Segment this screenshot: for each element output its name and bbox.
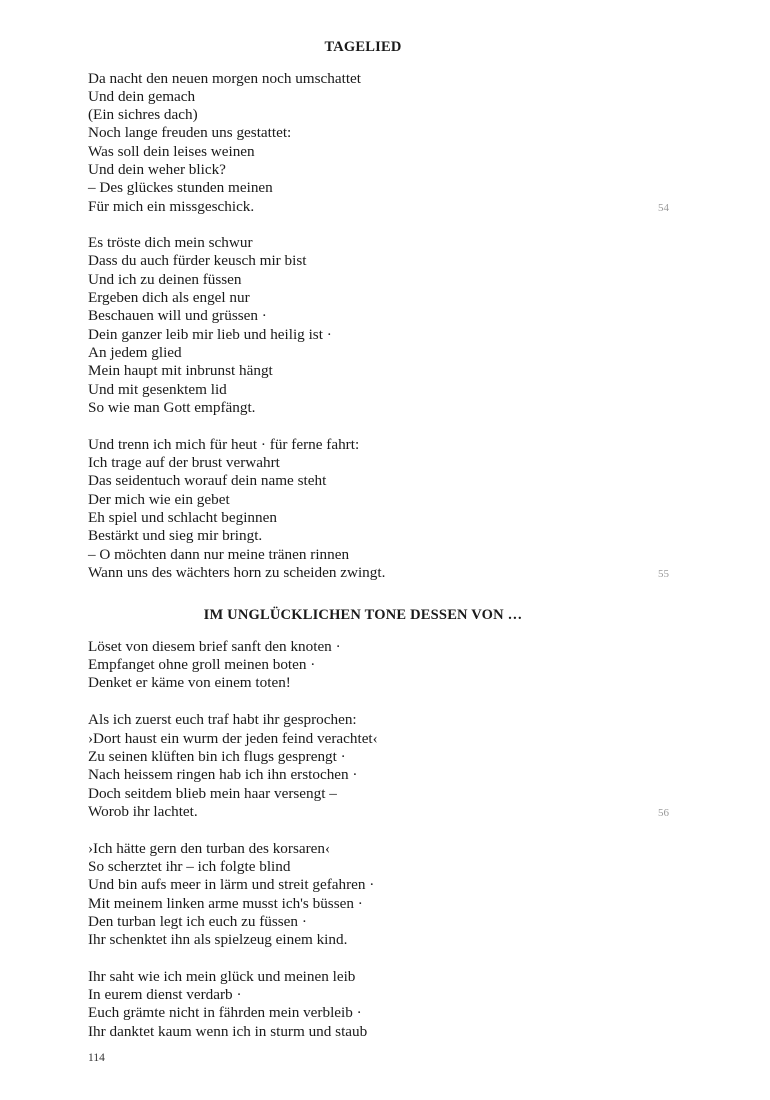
verse-line: Ihr saht wie ich mein glück und meinen leib xyxy=(88,968,356,985)
verse-line: Und dein gemach xyxy=(88,88,196,105)
verse-line: Eh spiel und schlacht beginnen xyxy=(88,509,277,526)
verse-line: – Des glückes stunden meinen xyxy=(88,179,273,196)
poem-title-im-ungluecklichen-tone: IM UNGLÜCKLICHEN TONE DESSEN VON … xyxy=(203,607,523,623)
verse-line: ›Ich hätte gern den turban des korsaren‹ xyxy=(88,840,331,857)
verse-line: ›Dort haust ein wurm der jeden feind verachtet‹ xyxy=(88,730,378,747)
verse-line: Das seidentuch worauf dein name steht xyxy=(88,472,327,489)
page-number: 114 xyxy=(88,1052,105,1064)
verse-line: Und ich zu deinen füssen xyxy=(88,271,242,288)
verse-line: Ihr danktet kaum wenn ich in sturm und staub xyxy=(88,1023,368,1040)
verse-line: Löset von diesem brief sanft den knoten · xyxy=(88,638,341,655)
margin-number: 56 xyxy=(658,807,669,819)
verse-line: Und trenn ich mich für heut · für ferne fahrt: xyxy=(88,436,360,453)
verse-line: – O möchten dann nur meine tränen rinnen xyxy=(88,546,350,563)
verse-line: Denket er käme von einem toten! xyxy=(88,674,291,691)
margin-number: 54 xyxy=(658,202,669,214)
verse-line: Für mich ein missgeschick. xyxy=(88,198,255,215)
verse-line: Dass du auch fürder keusch mir bist xyxy=(88,252,307,269)
verse-line: Beschauen will und grüssen · xyxy=(88,307,267,324)
verse-line: Da nacht den neuen morgen noch umschattet xyxy=(88,70,362,87)
verse-line: Zu seinen klüften bin ich flugs gesprengt · xyxy=(88,748,346,765)
verse-line: Den turban legt ich euch zu füssen · xyxy=(88,913,307,930)
verse-line: Noch lange freuden uns gestattet: xyxy=(88,124,292,141)
verse-line: Und bin aufs meer in lärm und streit gefahren · xyxy=(88,876,375,893)
verse-line: Worob ihr lachtet. xyxy=(88,803,198,820)
verse-line: Nach heissem ringen hab ich ihn erstochen · xyxy=(88,766,358,783)
verse-line: Ihr schenktet ihn als spielzeug einem kind. xyxy=(88,931,348,948)
verse-line: Wann uns des wächters horn zu scheiden zwingt. xyxy=(88,564,386,581)
verse-line: Doch seitdem blieb mein haar versengt – xyxy=(88,785,337,802)
verse-line: Und mit gesenktem lid xyxy=(88,381,227,398)
verse-line: Mit meinem linken arme musst ich's büssen · xyxy=(88,895,363,912)
verse-line: In eurem dienst verdarb · xyxy=(88,986,242,1003)
verse-line: Was soll dein leises weinen xyxy=(88,143,255,160)
verse-line: Als ich zuerst euch traf habt ihr gesprochen: xyxy=(88,711,357,728)
verse-line: Dein ganzer leib mir lieb und heilig ist · xyxy=(88,326,332,343)
margin-number: 55 xyxy=(658,568,669,580)
verse-line: Bestärkt und sieg mir bringt. xyxy=(88,527,263,544)
verse-line: Es tröste dich mein schwur xyxy=(88,234,253,251)
verse-line: Ich trage auf der brust verwahrt xyxy=(88,454,280,471)
verse-line: Mein haupt mit inbrunst hängt xyxy=(88,362,273,379)
verse-line: So wie man Gott empfängt. xyxy=(88,399,256,416)
verse-line: An jedem glied xyxy=(88,344,182,361)
verse-line: (Ein sichres dach) xyxy=(88,106,198,123)
poem-title-tagelied: TAGELIED xyxy=(324,39,402,55)
verse-line: Der mich wie ein gebet xyxy=(88,491,230,508)
verse-line: Empfanget ohne groll meinen boten · xyxy=(88,656,316,673)
verse-line: Euch grämte nicht in fährden mein verbleib · xyxy=(88,1004,362,1021)
verse-line: Und dein weher blick? xyxy=(88,161,226,178)
verse-line: So scherztet ihr – ich folgte blind xyxy=(88,858,291,875)
verse-line: Ergeben dich als engel nur xyxy=(88,289,250,306)
